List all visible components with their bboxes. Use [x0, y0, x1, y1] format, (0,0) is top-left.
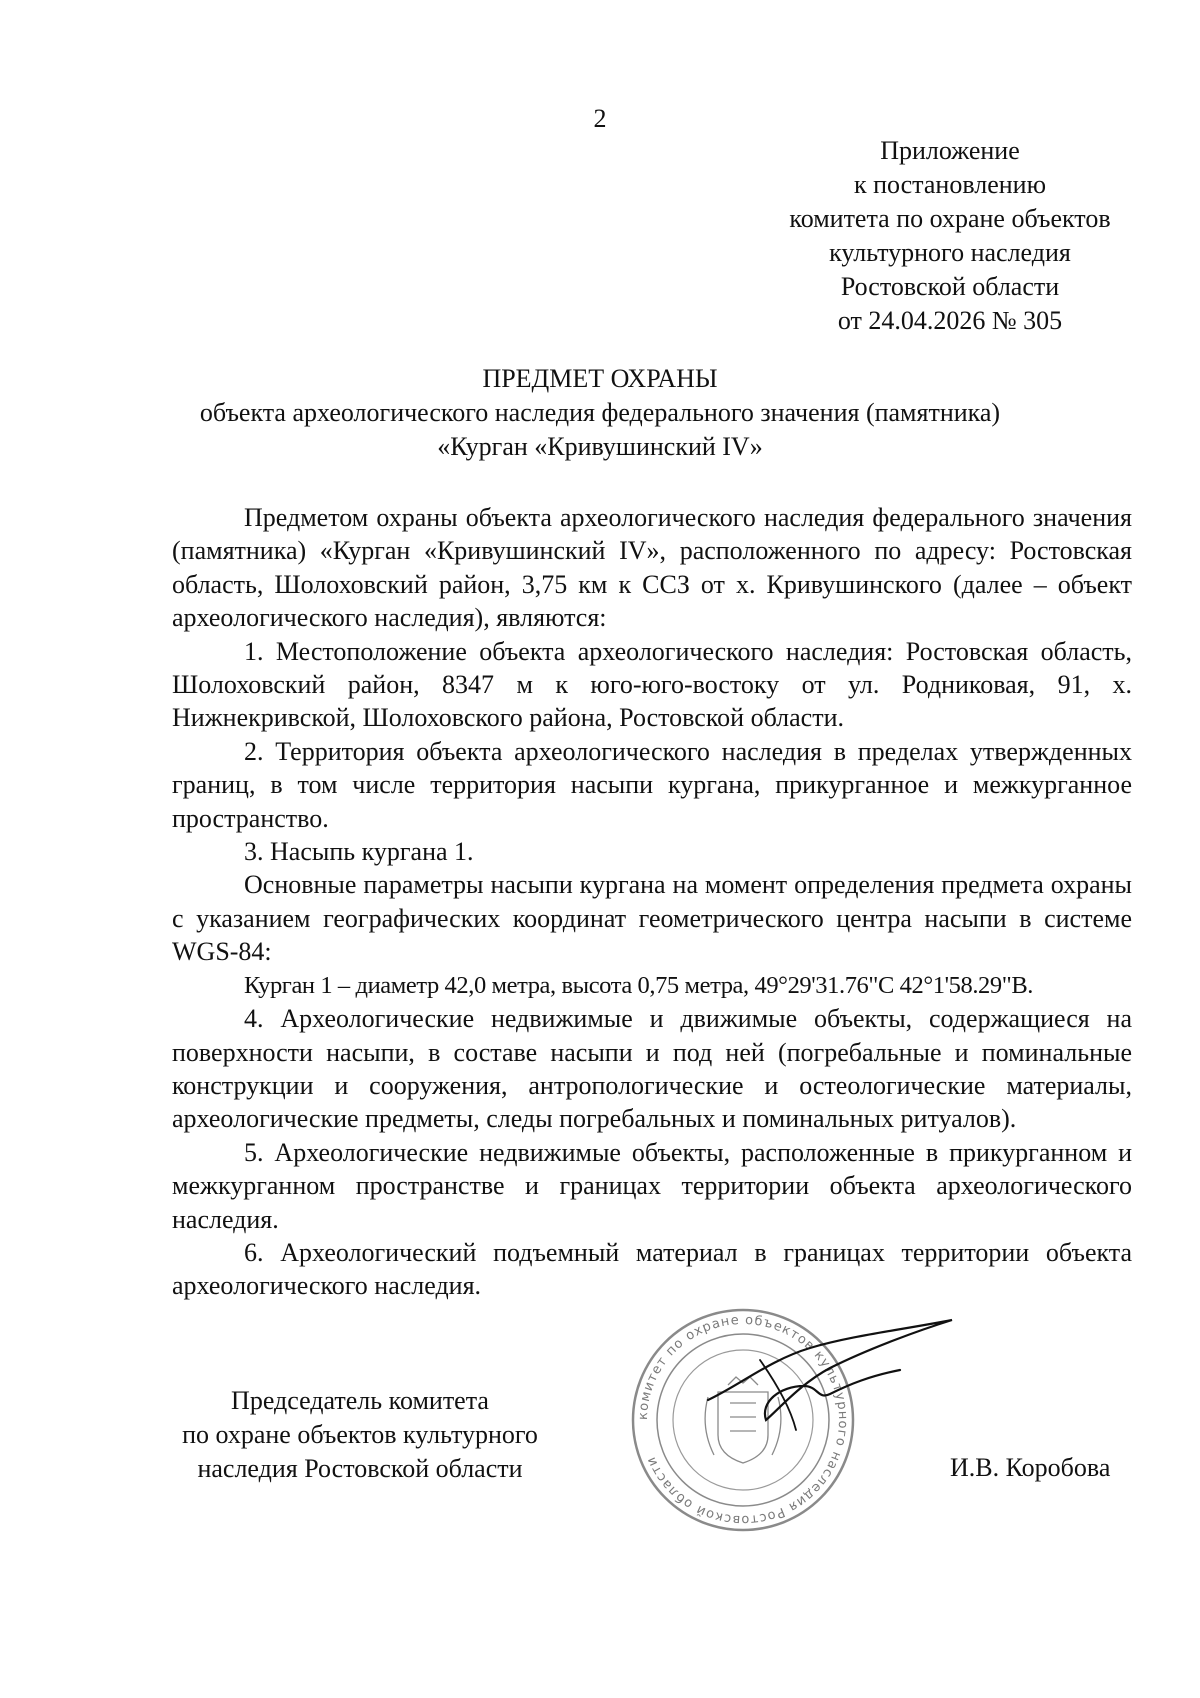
appendix-line: комитета по охране объектов [789, 204, 1111, 233]
paragraph-item-2: 2. Территория объекта археологического наследия в пределах утвержденных границ, в том числе территория насыпи кургана, прикурганное и межкурганное пространство. [172, 736, 1132, 833]
page-number: 2 [593, 104, 607, 133]
title-subtitle: объекта археологического наследия федерального значения (памятника) [199, 398, 1001, 427]
appendix-line: Приложение [880, 136, 1020, 165]
signatory-name: И.В. Коробова [950, 1453, 1111, 1482]
paragraph-intro: Предметом охраны объекта археологического наследия федерального значения (памятника) «Курган «Кривушинский IV», расположенного по адресу: Ростовская область, Шолоховский район, 3,75 км к ССЗ от х. Кривушинского (далее – объект археологического наследия), являются: [172, 503, 1132, 633]
paragraph-item-3: 3. Насыпь кургана 1. [244, 837, 474, 867]
appendix-line: Ростовской области [840, 272, 1060, 301]
paragraph-parameters: Основные параметры насыпи кургана на момент определения предмета охраны с указанием географических координат геометрического центра насыпи в системе WGS-84: [172, 870, 1132, 967]
paragraph-item-5: 5. Археологические недвижимые объекты, расположенные в прикурганном и межкурганном пространстве и границах территории объекта археологического наследия. [172, 1137, 1132, 1234]
signatory-title-line: наследия Ростовской области [197, 1454, 523, 1483]
paragraph-coordinates: Курган 1 – диаметр 42,0 метра, высота 0,75 метра, 49°29'31.76"С 42°1'58.29"В. [244, 971, 1034, 999]
appendix-date-line: от 24.04.2026 № 305 [837, 306, 1063, 335]
document-title [0, 362, 1200, 464]
handwritten-signature [700, 1290, 960, 1440]
appendix-header [740, 134, 1160, 338]
paragraph-item-4: 4. Археологические недвижимые и движимые объекты, содержащиеся на поверхности насыпи, в составе насыпи и под ней (погребальные и поминальные конструкции и сооружения, антропологические и остеологические материалы, археологические предметы, следы погребальных и поминальных ритуалов). [172, 1004, 1132, 1134]
signatory-title-line: по охране объектов культурного [182, 1420, 538, 1449]
appendix-line: культурного наследия [829, 238, 1071, 267]
title-main: ПРЕДМЕТ ОХРАНЫ [482, 364, 718, 393]
paragraph-item-6: 6. Археологический подъемный материал в границах территории объекта археологического наследия. [172, 1237, 1132, 1301]
title-object-name: «Курган «Кривушинский IV» [437, 432, 763, 461]
paragraph-item-1: 1. Местоположение объекта археологического наследия: Ростовская область, Шолоховский район, 8347 м к юго-юго-востоку от ул. Родниковая, 91, х. Нижнекривской, Шолоховского района, Ростовской области. [172, 636, 1132, 733]
appendix-line: к постановлению [853, 170, 1047, 199]
stamp-text: комитет по охране объектов культурного наследия Ростовской области [635, 1312, 851, 1528]
document-body [172, 501, 1132, 1303]
signatory-title-line: Председатель комитета [231, 1386, 489, 1415]
signatory-title [150, 1384, 570, 1486]
